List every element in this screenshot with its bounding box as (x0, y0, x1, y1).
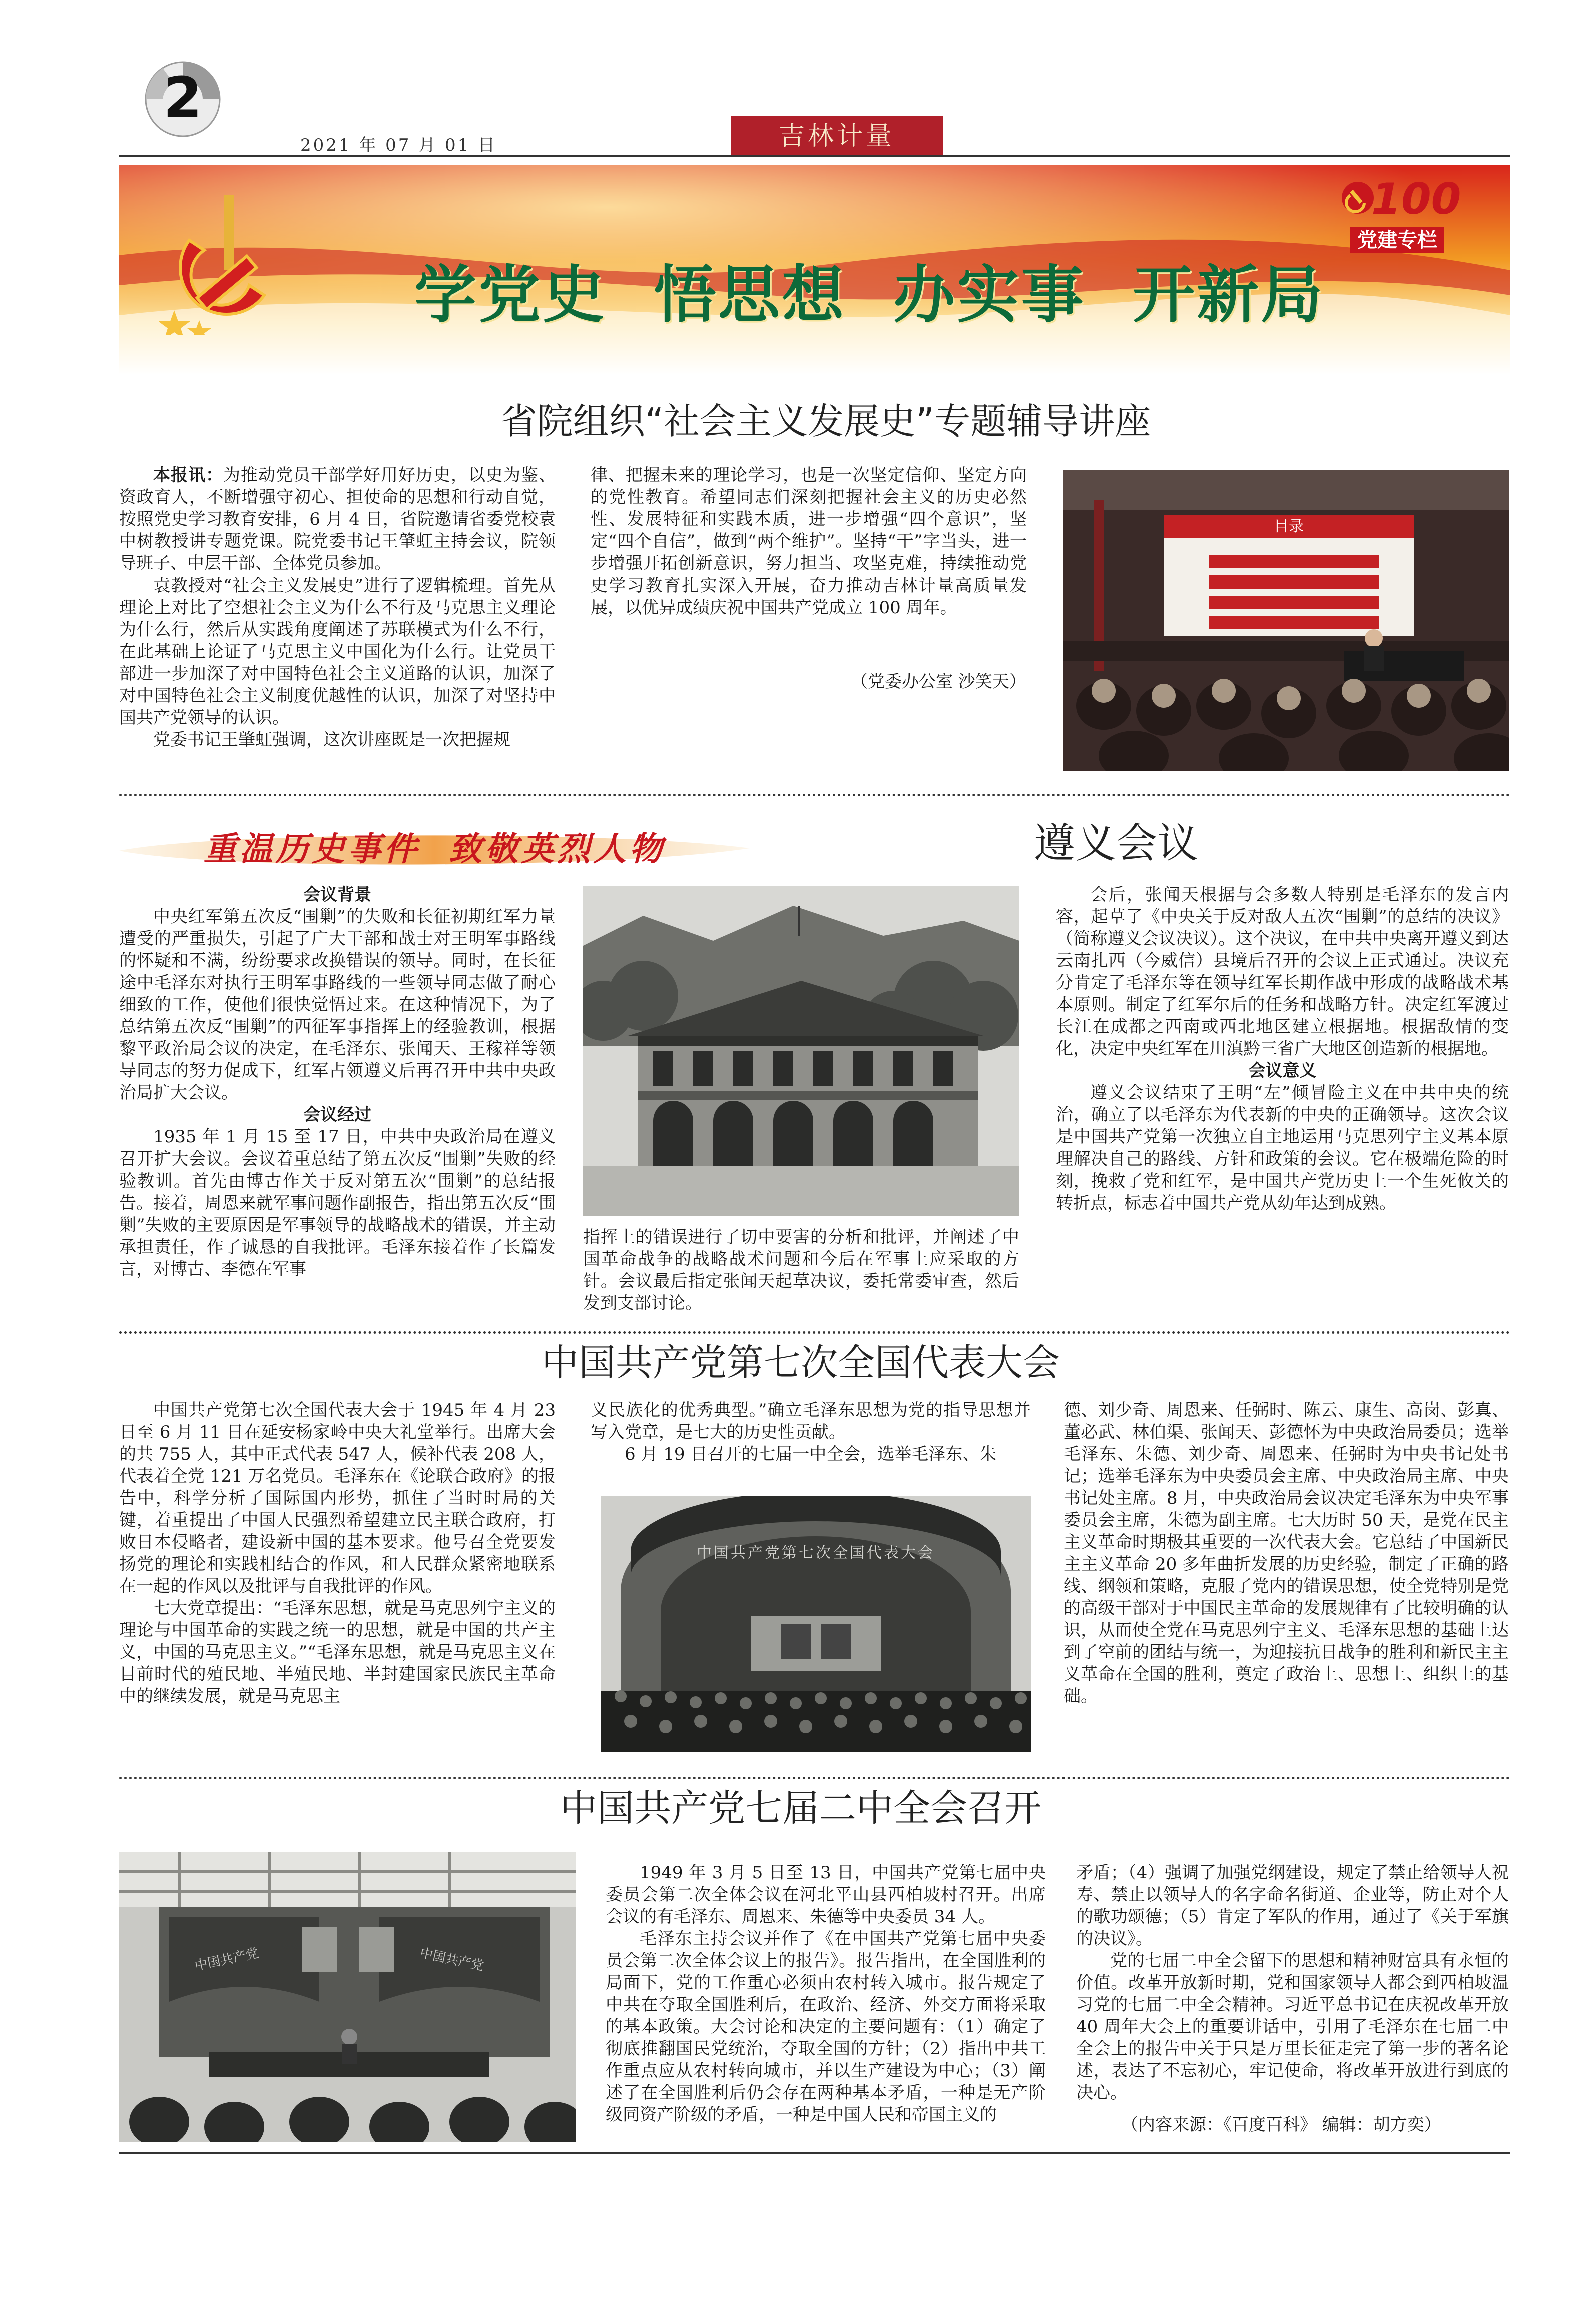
article3-col2-p1: 义民族化的优秀典型。”确立毛泽东思想为党的指导思想并写入党章，是七大的历史性贡献。 (591, 1400, 1031, 1442)
article2-mid-text: 指挥上的错误进行了切中要害的分析和批评，并阐述了中国革命战争的战略战术问题和今后在军事上应采取的方针。会议最后指定张闻天起草决议，委托常委审查，然后发到支部讨论。 (583, 1227, 1019, 1313)
article3-col3-p1: 德、刘少奇、周恩来、任弼时、陈云、康生、高岗、彭真、董必武、林伯渠、张闻天、彭德怀为中央政治局委员；选举毛泽东、朱德、刘少奇、周恩来、任弼时为中央书记处书记；选举毛泽东为中央委员会主席、中央政治局主席、中央书记处主席。8 月，中央政治局会议决定毛泽东为中央军事委员会主席，朱德为副主席。七大历时 50 天，是党在民主主义革命时期极其重要的一次代表大会。它总结了中国新民主主义革命 20 多年曲折发展的历史经验，制定了正确的路线、纲领和策略，克服了党内的错误思想，使全党特别是党的高级干部对于中国民主革命的发展规律有了比较明确的认识，从而使全党在马克思列宁主义、毛泽东思想的基础上达到了空前的团结与统一，为迎接抗日战争的胜利和新民主主义革命在全国的胜利，奠定了政治上、思想上、组织上的基础。 (1063, 1400, 1509, 1706)
article1-col1 (119, 464, 556, 751)
article3-col2-p2: 6 月 19 日召开的七届一中全会，选举毛泽东、朱 (625, 1444, 997, 1464)
centenary-badge (1340, 175, 1465, 260)
divider-3 (119, 1777, 1510, 1779)
badge-number: 100 (1371, 174, 1461, 224)
issue-date: 2021 年 07 月 01 日 (300, 135, 497, 155)
header-rule (119, 155, 1510, 157)
divider-2 (119, 1331, 1510, 1334)
party-emblem-icon (1340, 180, 1375, 215)
plenum-room-image (119, 1852, 576, 2142)
flag-right-text: 中国共产党 (418, 1945, 485, 1974)
article1-title: 省院组织“社会主义发展史”专题辅导讲座 (500, 400, 1151, 442)
page-number-badge (143, 59, 223, 139)
sub-process: 会议经过 (303, 1105, 371, 1125)
screen-label: 目录 (1274, 518, 1304, 535)
party-banner (119, 165, 1510, 375)
article4-col1-p1: 1949 年 3 月 5 日至 13 日，中国共产党第七届中央委员会第二次全体会议在河北平山县西柏坡村召开。出席会议的有毛泽东、周恩来、朱德等中央委员 34 人。 (606, 1863, 1046, 1927)
article3-title: 中国共产党第七次全国代表大会 (542, 1341, 1060, 1384)
article1-col2 (591, 464, 1027, 619)
article3-col1-p1: 中国共产党第七次全国代表大会于 1945 年 4 月 23 日至 6 月 11 日在延安杨家岭中央大礼堂举行。出席大会的共 755 人，其中正式代表 547 人，候补代表 208 人，代表着全党 121 万名党员。毛泽东在《论联合政府》的报告中，科学分析了国际国内形势，抓住了当时时局的关键，着重提出了中国人民强烈希望建立民主联合政府，打败日本侵略者，建设新中国的基本要求。他号召全党要发扬党的理论和实践相结合的作风，和人民群众紧密地联系在一起的作风以及批评与自我批评的作风。 (119, 1400, 556, 1596)
article3-col1-p2: 七大党章提出：“毛泽东思想，就是马克思列宁主义的理论与中国革命的实践之统一的思想，就是中国的共产主义，中国的马克思主义。”“毛泽东思想，就是马克思主义在目前时代的殖民地、半殖民地、半封建国家民族民主革命中的继续发展，就是马克思主 (119, 1598, 556, 1706)
banner-slogan: 学党史 悟思想 办实事 开新局 (414, 259, 1325, 331)
page-number: 2 (163, 66, 202, 131)
article3-col3 (1063, 1399, 1509, 1707)
lecture-photo (1063, 470, 1509, 771)
article2-p1: 中央红军第五次反“围剿”的失败和长征初期红军力量遭受的严重损失，引起了广大干部和战士对王明军事路线的怀疑和不满，纷纷要求改换错误的领导。同时，在长征途中毛泽东对执行王明军事路线的一些领导同志做了耐心细致的工作，使他们很快觉悟过来。在这种情况下，为了总结第五次反“围剿”的西征军事指挥上的经验教训，根据黎平政治局会议的决定，在毛泽东、张闻天、王稼祥等领导同志的努力促成下，红军占领遵义后再召开中共中央政治局扩大会议。 (119, 907, 556, 1103)
flag-left-text: 中国共产党 (193, 1945, 260, 1974)
article2-col3 (1056, 884, 1509, 1214)
article2-p2: 1935 年 1 月 15 至 17 日，中共中央政治局在遵义召开扩大会议。会议着重总结了第五次反“围剿”失败的经验教训。首先由博古作关于反对第五次“围剿”的总结报告。接着，周恩来就军事问题作副报告，指出第五次反“围剿”失败的主要原因是军事领导的战略战术的错误，并主动承担责任，作了诚恳的自我批评。毛泽东接着作了长篇发言，对博古、李德在军事 (119, 1127, 556, 1279)
section-tab-label: 吉林计量 (778, 121, 895, 151)
article2-mid (583, 1226, 1019, 1314)
article1-col1-p2: 袁教授对“社会主义发展史”进行了逻辑梳理。首先从理论上对比了空想社会主义为什么不行及马克思主义理论为什么行，然后从实践角度阐述了苏联模式为什么不行，在此基础上论证了马克思主义中国化为什么行。让党员干部进一步加深了对中国特色社会主义道路的认识，加深了对中国特色社会主义制度优越性的认识，加深了对坚持中国共产党领导的认识。 (119, 575, 556, 728)
article1-col1-p3: 党委书记王肇虹强调，这次讲座既是一次把握规 (153, 730, 510, 750)
seventh-congress-photo (601, 1496, 1031, 1752)
article4-col2-p1: 矛盾；（4）强调了加强党纲建设，规定了禁止给领导人祝寿、禁止以领导人的名字命名街道、企业等，防止对个人的歌功颂德；（5）肯定了军队的作用，通过了《关于军旗的决议》。 (1076, 1863, 1509, 1949)
congress-arch-banner: 中国共产党第七次全国代表大会 (697, 1544, 935, 1562)
article4-col2-p2: 党的七届二中全会留下的思想和精神财富具有永恒的价值。改革开放新时期，党和国家领导人都会到西柏坡温习党的七届二中全会精神。习近平总书记在庆祝改革开放 40 周年大会上的重要讲话中，引用了毛泽东在七届二中全会上的报告中关于只是万里长征走完了第一步的著名论述，表达了不忘初心，牢记使命，将改革开放进行到底的决心。 (1076, 1951, 1509, 2103)
article4-col1 (606, 1862, 1046, 2126)
article4-col1-p2: 毛泽东主持会议并作了《在中国共产党第七届中央委员会第二次全体会议上的报告》。报告指出，在全国胜利的局面下，党的工作重心必须由农村转入城市。报告规定了中共在夺取全国胜利后，在政治、经济、外交方面将采取的基本政策。大会讨论和决定的主要问题有：（1）确定了彻底推翻国民党统治，夺取全国的方针；（2）指出中共工作重点应从农村转向城市，并以生产建设为中心；（3）阐述了在全国胜利后仍会存在两种基本矛盾，一种是无产阶级同资产阶级的矛盾，一种是中国人民和帝国主义的 (606, 1929, 1046, 2125)
article2-col1 (119, 884, 556, 1280)
zunyi-photo (583, 886, 1019, 1216)
article1-lead: 本报讯： (153, 465, 223, 485)
sub-background: 会议背景 (303, 885, 371, 905)
article4-title: 中国共产党七届二中全会召开 (560, 1787, 1041, 1830)
article3-col2 (591, 1399, 1031, 1465)
footer-rule (119, 2152, 1510, 2154)
ribbon-text: 重温历史事件 致敬英烈人物 (204, 829, 665, 868)
article1-col1-p1: 为推动党员干部学好用好历史，以史为鉴、资政育人，不断增强守初心、担使命的思想和行动自觉，按照党史学习教育安排，6 月 4 日，省院邀请省委党校袁中树教授讲专题党课。院党委书记王肇虹主持会议，院领导班子、中层干部、全体党员参加。 (119, 465, 556, 573)
article4-col2 (1076, 1862, 1509, 2104)
hammer-sickle-icon (159, 195, 289, 335)
second-plenum-photo (119, 1852, 576, 2142)
article2-title: 遵义会议 (1033, 820, 1198, 867)
article1-byline: （党委办公室 沙笑天） (851, 672, 1026, 692)
sub-significance: 会议意义 (1248, 1061, 1317, 1081)
divider-1 (119, 794, 1510, 796)
badge-label: 党建专栏 (1350, 227, 1444, 253)
congress-hall-image (601, 1496, 1031, 1752)
article1-col2-p1: 律、把握未来的理论学习，也是一次坚定信仰、坚定方向的党性教育。希望同志们深刻把握社会主义的历史必然性、发展特征和实践本质，进一步增强“四个意识”，坚定“四个自信”，做到“两个维护”。坚持“干”字当头，进一步增强开拓创新意识，努力担当、攻坚克难，持续推动党史学习教育扎实深入开展，奋力推动吉林计量高质量发展，以优异成绩庆祝中国共产党成立 100 周年。 (591, 465, 1027, 618)
article2-p3: 会后，张闻天根据与会多数人特别是毛泽东的发言内容，起草了《中央关于反对敌人五次“围剿”的总结的决议》（简称遵义会议决议）。这个决议，在中共中央离开遵义到达云南扎西（今威信）县境后召开的会议上正式通过。决议充分肯定了毛泽东等在领导红军长期作战中形成的战略战术基本原则。制定了红军尔后的任务和战略方针。决定红军渡过长江在成都之西南或西北地区建立根据地。根据敌情的变化，决定中央红军在川滇黔三省广大地区创造新的根据地。 (1056, 885, 1509, 1059)
article3-col1 (119, 1399, 556, 1707)
article2-p4: 遵义会议结束了王明“左”倾冒险主义在中共中央的统治，确立了以毛泽东为代表新的中央的正确领导。这次会议是中国共产党第一次独立自主地运用马克思列宁主义基本原理解决自己的路线、方针和政策的会议。它在极端危险的时刻，挽救了党和红军，是中国共产党历史上一个生死攸关的转折点，标志着中国共产党从幼年达到成熟。 (1056, 1083, 1509, 1213)
content-source: （内容来源：《百度百科》 编辑：胡方奕） (1121, 2115, 1441, 2135)
zunyi-building-image (583, 886, 1019, 1216)
ribbon-banner (119, 821, 750, 876)
